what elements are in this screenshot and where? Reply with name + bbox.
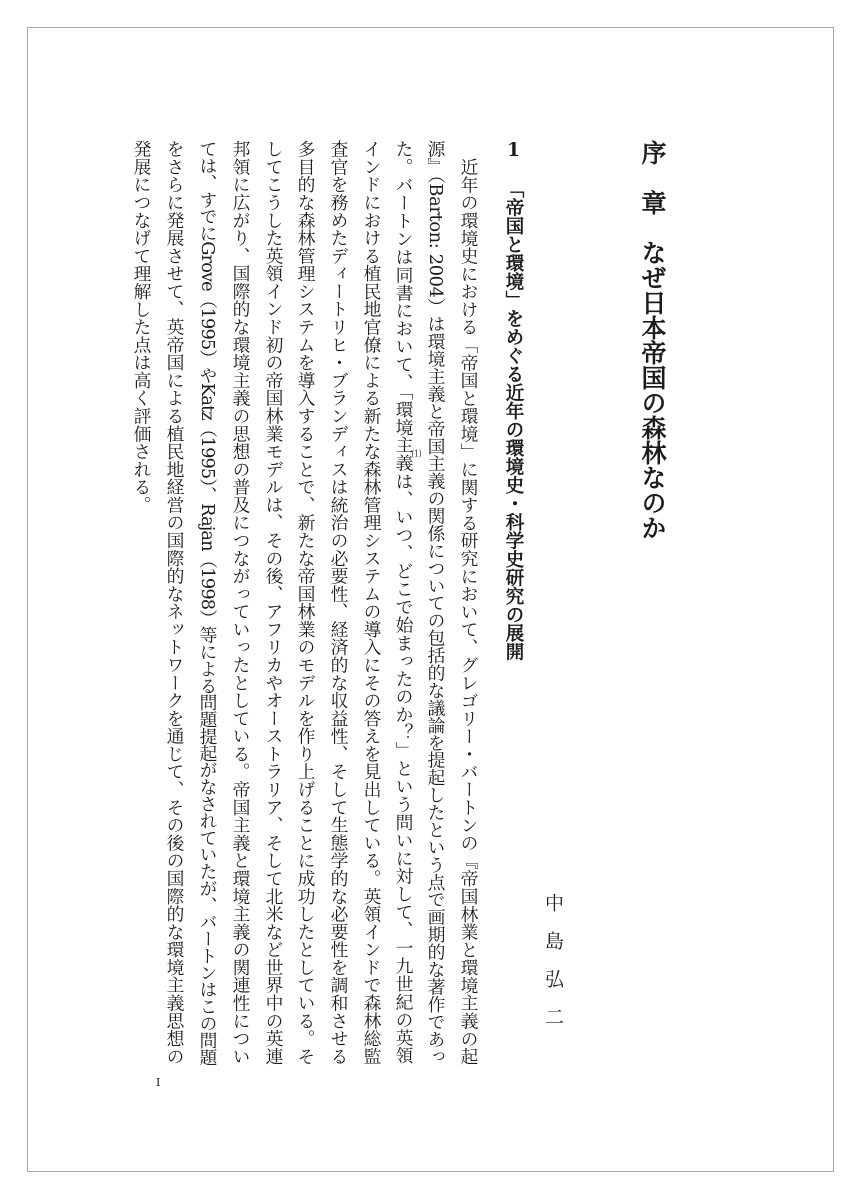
body-line bbox=[394, 140, 422, 1065]
body-line: ては、すでにGrove（1995）やKatz（1995）、Rajan（1998）等による問題提起がなされていたが、バートンはこの問題 bbox=[197, 140, 218, 1065]
body-line: 発展につなげて理解した点は高く評価される。 bbox=[131, 140, 152, 514]
body-line: 査官を務めたディートリヒ・ブランディスは統治の必要性、経済的な収益性、そして生態学的な必要性を調和させる bbox=[328, 140, 349, 1065]
body-line: 邦領に広がり、国際的な環境主義の思想の普及につながっていったとしている。帝国主義と環境主義の関連性につい bbox=[230, 140, 251, 1065]
body-line: をさらに発展させて、英帝国による植民地経営の国際的なネットワークを通じて、その後の国際的な環境主義思想の bbox=[164, 140, 185, 1065]
footnote-annotation bbox=[393, 436, 422, 473]
author-name: 中 島 弘 二 bbox=[542, 893, 564, 1026]
chapter-title: 序 章 なぜ日本帝国の森林なのか bbox=[638, 140, 667, 540]
section-heading bbox=[503, 140, 523, 661]
body-line: 近年の環境史における「帝国と環境」に関する研究において、グレゴリー・バートンの『帝国林業と環境主義の起 bbox=[458, 157, 479, 1065]
footnote-marker[interactable]: (1) bbox=[411, 449, 422, 459]
section-number: 1 bbox=[503, 140, 524, 161]
footnote-anchor-text: 主義 bbox=[393, 436, 414, 473]
body-line-segment: た。バートンは同書において、「環境 bbox=[393, 140, 414, 437]
body-line-segment: は、いつ、どこで始まったのか？」という問いに対して、一九世紀の英領 bbox=[393, 472, 414, 1065]
page-number: I bbox=[156, 1076, 161, 1089]
body-line: インドにおける植民地官僚による新たな森林管理システムの導入にその答えを見出している。英領インドで森林総監 bbox=[361, 140, 382, 1065]
body-line: 源』（Barton: 2004）は環境主義と帝国主義の関係についての包括的な議論を提起したという点で画期的な著作であっ bbox=[425, 140, 446, 1065]
section-title: 「帝国と環境」をめぐる近年の環境史・科学史研究の展開 bbox=[503, 179, 524, 661]
body-line: してこうした英領インド初の帝国林業モデルは、その後、アフリカやオーストラリア、そして北米など世界中の英連 bbox=[263, 140, 284, 1065]
body-line: 多目的な森林管理システムを導入することで、新たな帝国林業のモデルを作り上げることに成功したとしている。そ bbox=[295, 140, 316, 1065]
